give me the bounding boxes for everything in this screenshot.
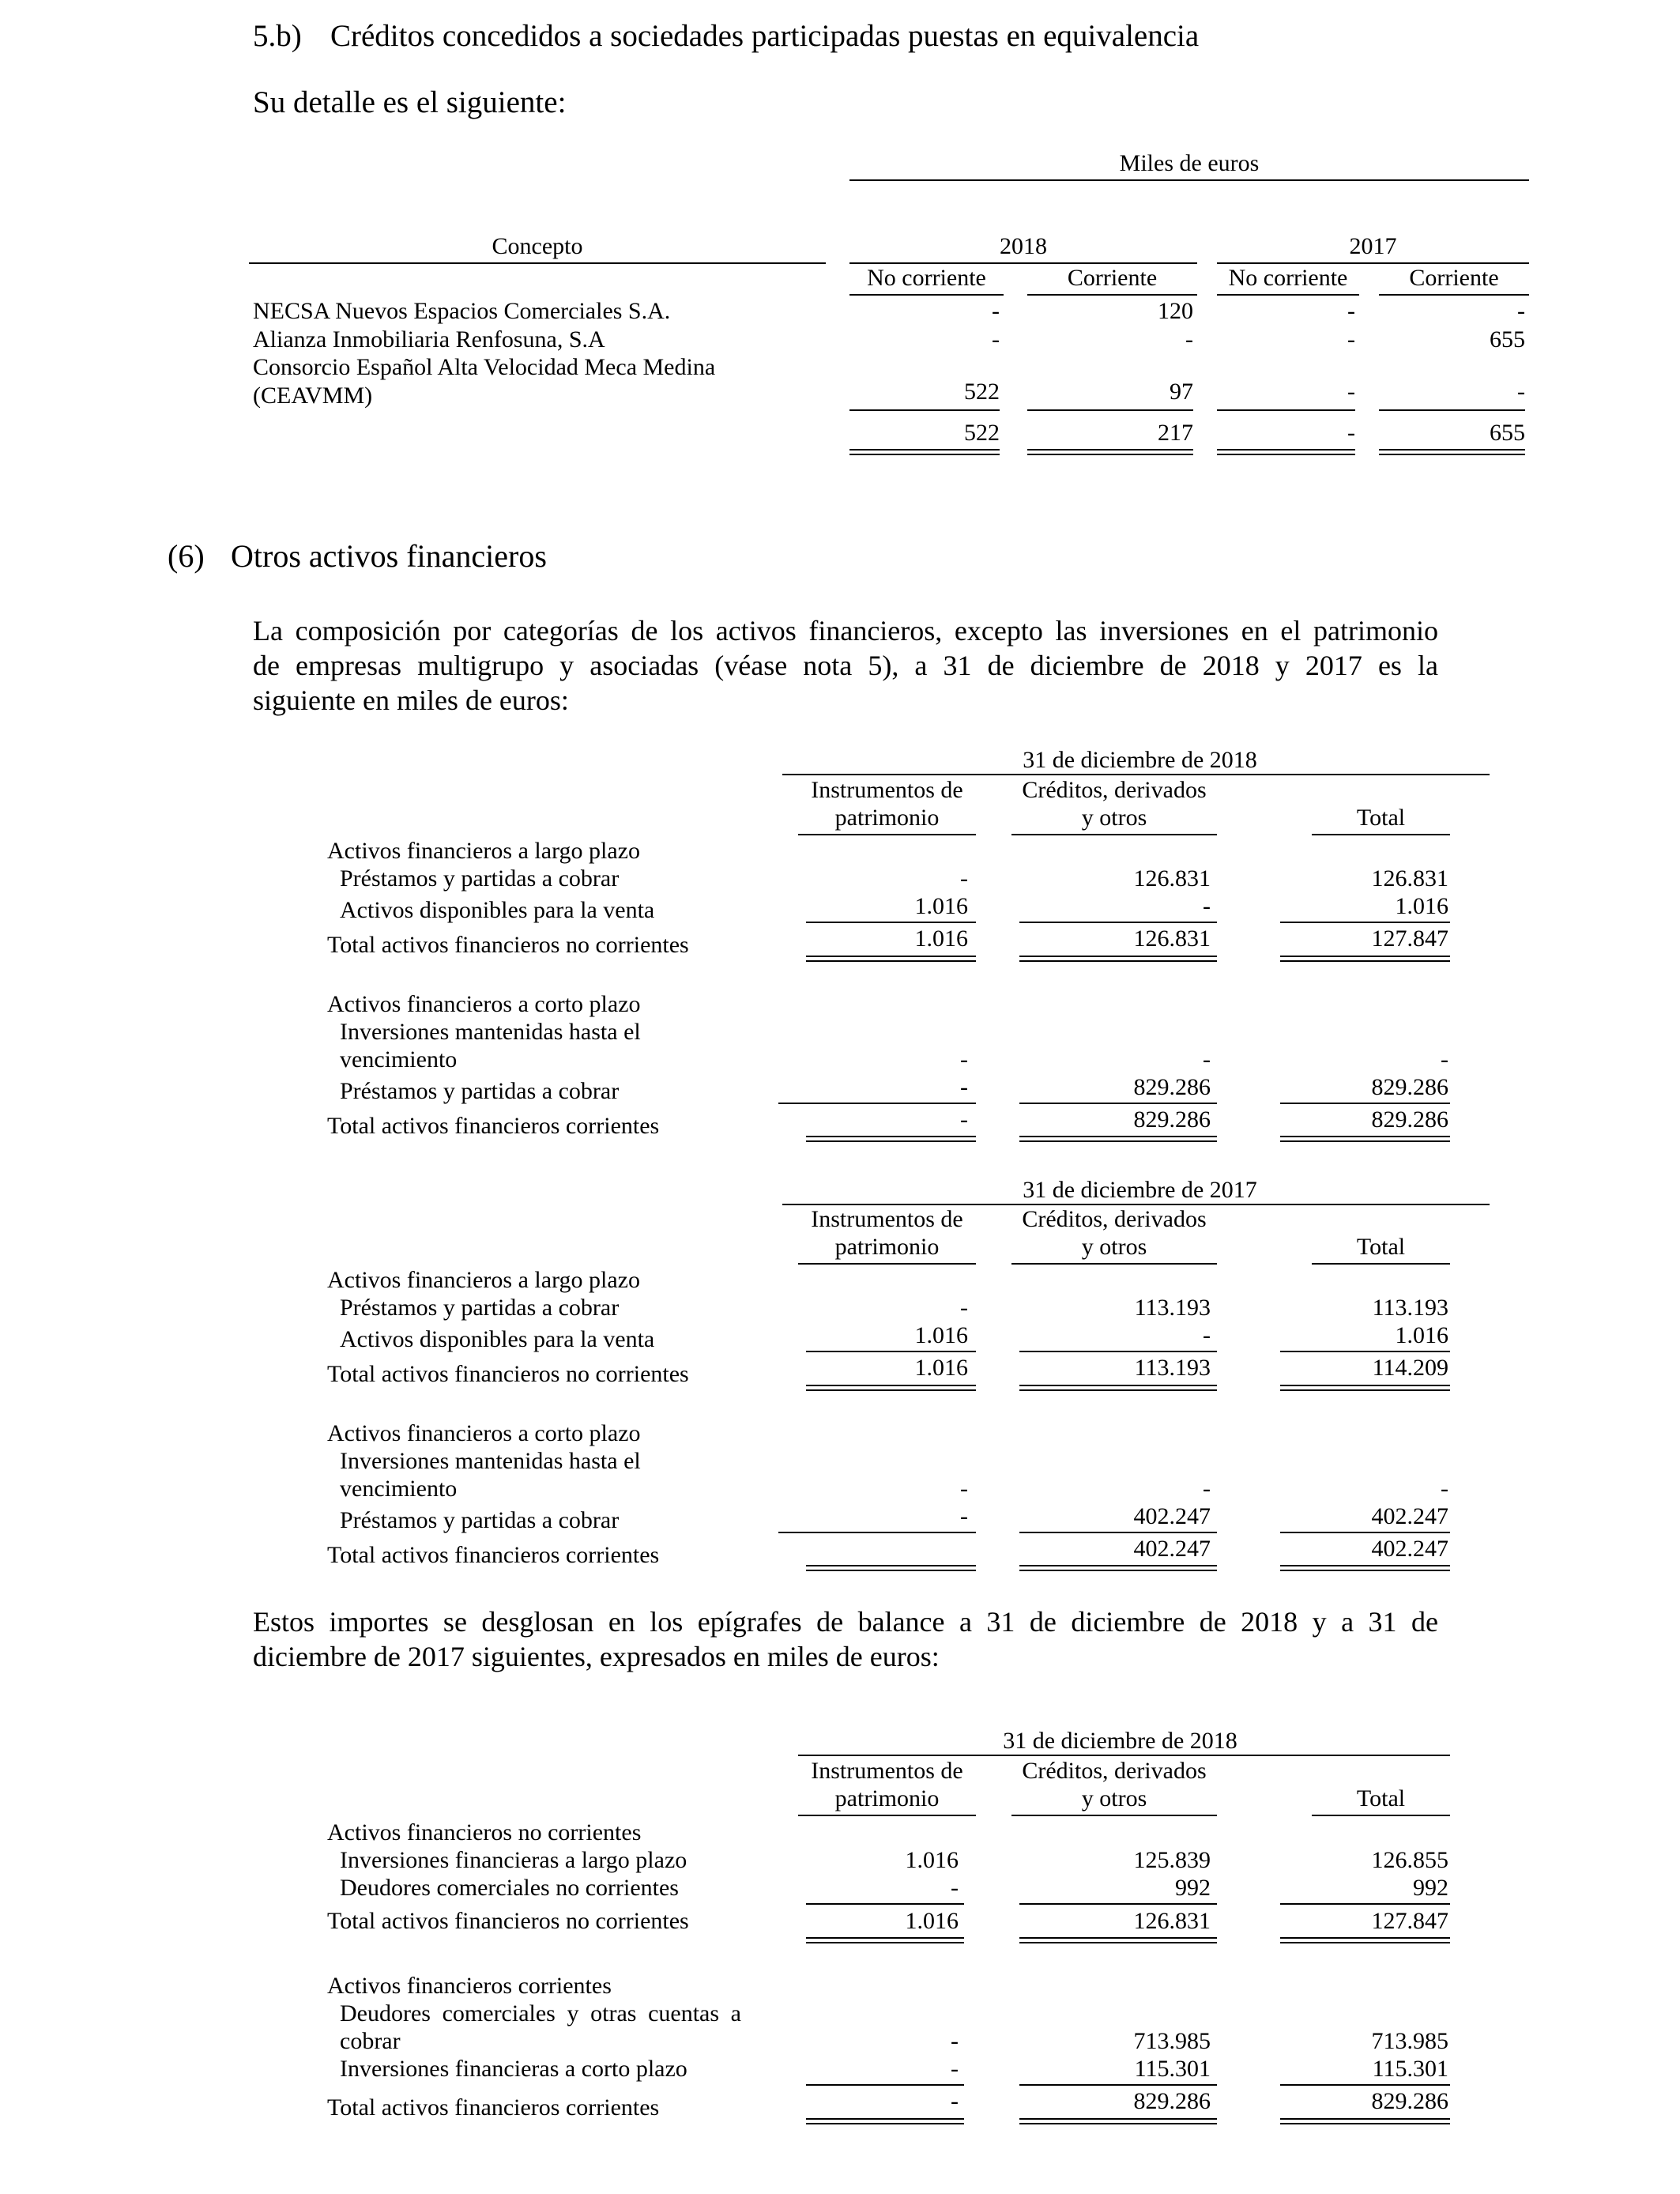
double-rule (806, 1136, 976, 1142)
col-inst-1: Instrumentos de (811, 1758, 963, 1784)
total-cell: 114.209 (1372, 1355, 1448, 1381)
col-total: Total (1356, 1785, 1406, 1811)
row-label: Préstamos y partidas a cobrar (340, 1078, 620, 1104)
rule (1280, 1532, 1450, 1533)
cell: 1.016 (1395, 893, 1448, 919)
total-label: Total activos financieros corrientes (327, 1113, 660, 1139)
rule (798, 1263, 976, 1265)
rule (806, 922, 976, 923)
double-rule (1280, 1937, 1450, 1943)
rule (1019, 1351, 1217, 1352)
rule (1280, 1103, 1450, 1104)
double-rule (1019, 1937, 1217, 1943)
double-rule (806, 1565, 976, 1571)
cell: 113.193 (1372, 1295, 1448, 1321)
cell: 1.016 (905, 1847, 959, 1873)
cell: 402.247 (1133, 1503, 1211, 1529)
cell: 126.855 (1371, 1847, 1448, 1873)
total-cell: 402.247 (1371, 1536, 1448, 1562)
double-rule (1019, 1136, 1217, 1142)
double-rule (806, 1385, 976, 1391)
col-no-corriente-2017: No corriente (1228, 265, 1348, 291)
paragraph-line: de empresas multigrupo y asociadas (véase nota 5), a 31 de diciembre de 2018 y 2017 es la (253, 650, 1438, 681)
rule (806, 1903, 964, 1905)
row-label: Inversiones mantenidas hasta el (340, 1448, 641, 1474)
total-label: Total activos financieros no corrientes (327, 932, 689, 958)
rule (778, 1103, 976, 1104)
rule (1019, 1903, 1217, 1905)
row-label: Inversiones financieras a corto plazo (340, 2056, 687, 2082)
row-label-cont: cobrar (340, 2028, 401, 2054)
cell: 1.016 (1395, 1322, 1448, 1348)
col-total: Total (1356, 1234, 1406, 1260)
row-label: Activos disponibles para la venta (340, 897, 655, 923)
total-cell: 126.831 (1133, 1908, 1211, 1934)
cell: - (1203, 1046, 1211, 1072)
double-rule (1280, 1385, 1450, 1391)
double-rule (1280, 1136, 1450, 1142)
cell: - (1203, 1322, 1211, 1348)
rule (798, 1815, 976, 1816)
rule (1019, 1103, 1217, 1104)
cell: - (951, 2056, 959, 2082)
total-label: Total activos financieros no corrientes (327, 1908, 689, 1934)
section-5b-title: Créditos concedidos a sociedades participadas puestas en equivalencia (330, 19, 1200, 53)
total-cell: - (1347, 420, 1355, 446)
rule (1379, 294, 1529, 296)
total-cell: 217 (1158, 420, 1193, 446)
group-heading: Activos financieros no corrientes (327, 1819, 642, 1845)
rule (1011, 1815, 1217, 1816)
double-rule (849, 449, 1000, 455)
total-cell: 1.016 (905, 1908, 959, 1934)
double-rule (806, 2118, 964, 2124)
row-label: Préstamos y partidas a cobrar (340, 865, 620, 892)
rule (1019, 1532, 1217, 1533)
rule (1019, 922, 1217, 923)
rule (849, 179, 1529, 181)
col-corriente-2018: Corriente (1067, 265, 1158, 291)
cell: - (1441, 1046, 1448, 1072)
double-rule (1027, 449, 1193, 455)
row-label-cont: vencimiento (340, 1046, 458, 1072)
table-2018-date: 31 de diciembre de 2018 (1023, 747, 1257, 773)
cell: 522 (964, 379, 1000, 405)
double-rule (1019, 956, 1217, 962)
row-label: Inversiones financieras a largo plazo (340, 1847, 687, 1873)
rule (798, 1755, 1450, 1756)
col-inst-2: patrimonio (834, 1785, 940, 1811)
cell: - (1185, 326, 1193, 352)
double-rule (1019, 1565, 1217, 1571)
total-cell: - (951, 2088, 959, 2114)
double-rule (1019, 1385, 1217, 1391)
cell: 115.301 (1372, 2056, 1448, 2082)
total-cell: 829.286 (1371, 2088, 1448, 2114)
cell: 829.286 (1133, 1074, 1211, 1100)
cell: 992 (1413, 1875, 1448, 1901)
total-cell: 829.286 (1133, 1106, 1211, 1133)
col-cred-1: Créditos, derivados (1022, 1206, 1207, 1232)
cell: 97 (1170, 379, 1193, 405)
cell: - (992, 298, 1000, 324)
total-cell: 127.847 (1371, 925, 1448, 952)
rule (1217, 409, 1355, 411)
cell: 113.193 (1134, 1295, 1211, 1321)
double-rule (1379, 449, 1525, 455)
row-label: Préstamos y partidas a cobrar (340, 1507, 620, 1533)
row-label: Deudores comerciales y otras cuentas a (340, 2000, 741, 2026)
unit-header: Miles de euros (1119, 150, 1260, 176)
col-cred-1: Créditos, derivados (1022, 1758, 1207, 1784)
rule (1011, 1263, 1217, 1265)
double-rule (806, 956, 976, 962)
rule (1027, 409, 1193, 411)
rule (1280, 922, 1450, 923)
section-6-title: Otros activos financieros (231, 538, 547, 574)
total-cell: 655 (1490, 420, 1525, 446)
cell: - (960, 1046, 968, 1072)
rule (1312, 1263, 1450, 1265)
rule (778, 1532, 976, 1533)
paragraph-line: Estos importes se desglosan en los epígrafes de balance a 31 de diciembre de 2018 y a 31 de (253, 1606, 1438, 1638)
cell: - (960, 865, 968, 892)
cell: - (992, 326, 1000, 352)
group-heading: Activos financieros a largo plazo (327, 1267, 640, 1293)
section-6-number: (6) (168, 538, 205, 574)
cell: - (1347, 298, 1355, 324)
cell: 713.985 (1133, 2028, 1211, 2054)
row-label: Préstamos y partidas a cobrar (340, 1295, 620, 1321)
double-rule (1019, 2118, 1217, 2124)
cell: - (1517, 298, 1525, 324)
col-cred-2: y otros (1081, 805, 1147, 831)
col-inst-1: Instrumentos de (811, 1206, 963, 1232)
section-5b-number: 5.b) (253, 19, 302, 53)
total-cell: 829.286 (1371, 1106, 1448, 1133)
double-rule (1280, 2118, 1450, 2124)
cell: - (1203, 893, 1211, 919)
paragraph-line: La composición por categorías de los activos financieros, excepto las inversiones en el patrimonio (253, 615, 1438, 647)
col-inst-2: patrimonio (834, 805, 940, 831)
paragraph-line: diciembre de 2017 siguientes, expresados en miles de euros: (253, 1641, 940, 1672)
rule (849, 294, 1004, 296)
group-heading: Activos financieros a corto plazo (327, 1420, 641, 1446)
cell: 115.301 (1134, 2056, 1211, 2082)
year-2017-header: 2017 (1349, 233, 1397, 259)
cell: - (951, 2028, 959, 2054)
rule (1280, 2084, 1450, 2086)
rule (849, 409, 1000, 411)
group-heading: Activos financieros corrientes (327, 1973, 612, 1999)
group-heading: Activos financieros a corto plazo (327, 991, 641, 1017)
cell: 120 (1158, 298, 1193, 324)
cell: - (1203, 1476, 1211, 1502)
double-rule (1280, 956, 1450, 962)
col-cred-2: y otros (1081, 1234, 1147, 1260)
rule (782, 774, 1490, 775)
cell: - (960, 1074, 968, 1100)
total-label: Total activos financieros corrientes (327, 1542, 660, 1568)
cell: 829.286 (1371, 1074, 1448, 1100)
col-cred-2: y otros (1081, 1785, 1147, 1811)
cell: 125.839 (1133, 1847, 1211, 1873)
row-label-cont: (CEAVMM) (253, 383, 373, 409)
table-balance-date: 31 de diciembre de 2018 (1003, 1728, 1237, 1754)
row-label: Inversiones mantenidas hasta el (340, 1019, 641, 1045)
row-label: Alianza Inmobiliaria Renfosuna, S.A (253, 326, 605, 352)
rule (1280, 1351, 1450, 1352)
cell: 992 (1175, 1875, 1211, 1901)
rule (806, 1351, 976, 1352)
rule (1019, 2084, 1217, 2086)
col-total: Total (1356, 805, 1406, 831)
double-rule (806, 1937, 964, 1943)
total-cell: 126.831 (1133, 925, 1211, 952)
rule (1312, 1815, 1450, 1816)
cell: 402.247 (1371, 1503, 1448, 1529)
year-2018-header: 2018 (1000, 233, 1047, 259)
rule (1280, 1903, 1450, 1905)
cell: - (1347, 379, 1355, 405)
row-label: Deudores comerciales no corrientes (340, 1875, 679, 1901)
cell: - (960, 1295, 968, 1321)
total-cell: 1.016 (914, 1355, 968, 1381)
cell: 655 (1490, 326, 1525, 352)
cell: 1.016 (914, 893, 968, 919)
rule (1379, 409, 1525, 411)
rule (806, 2084, 964, 2086)
row-label: Activos disponibles para la venta (340, 1326, 655, 1352)
rule (1217, 294, 1359, 296)
row-label: Consorcio Español Alta Velocidad Meca Medina (253, 354, 716, 380)
cell: - (951, 1875, 959, 1901)
double-rule (1217, 449, 1355, 455)
rule (798, 834, 976, 835)
total-cell: - (960, 1106, 968, 1133)
total-cell: 829.286 (1133, 2088, 1211, 2114)
total-label: Total activos financieros corrientes (327, 2094, 660, 2120)
total-cell: 402.247 (1133, 1536, 1211, 1562)
total-cell: 127.847 (1371, 1908, 1448, 1934)
cell: 126.831 (1133, 865, 1211, 892)
cell: 126.831 (1371, 865, 1448, 892)
rule (249, 262, 826, 264)
group-heading: Activos financieros a largo plazo (327, 838, 640, 864)
row-label: NECSA Nuevos Espacios Comerciales S.A. (253, 298, 671, 324)
col-corriente-2017: Corriente (1409, 265, 1499, 291)
cell: - (960, 1503, 968, 1529)
cell: - (960, 1476, 968, 1502)
col-no-corriente-2018: No corriente (867, 265, 986, 291)
total-cell: 113.193 (1134, 1355, 1211, 1381)
double-rule (1280, 1565, 1450, 1571)
cell: - (1441, 1476, 1448, 1502)
concept-header: Concepto (492, 233, 583, 259)
rule (1011, 834, 1217, 835)
cell: - (1517, 379, 1525, 405)
total-label: Total activos financieros no corrientes (327, 1361, 689, 1387)
table-2017-date: 31 de diciembre de 2017 (1023, 1177, 1257, 1203)
paragraph-line: siguiente en miles de euros: (253, 684, 569, 716)
total-cell: 522 (964, 420, 1000, 446)
cell: - (1347, 326, 1355, 352)
section-5b-intro: Su detalle es el siguiente: (253, 85, 567, 119)
rule (1312, 834, 1450, 835)
col-cred-1: Créditos, derivados (1022, 777, 1207, 803)
col-inst-2: patrimonio (834, 1234, 940, 1260)
total-cell: 1.016 (914, 925, 968, 952)
cell: 1.016 (914, 1322, 968, 1348)
rule (1027, 294, 1197, 296)
cell: 713.985 (1371, 2028, 1448, 2054)
row-label-cont: vencimiento (340, 1476, 458, 1502)
col-inst-1: Instrumentos de (811, 777, 963, 803)
